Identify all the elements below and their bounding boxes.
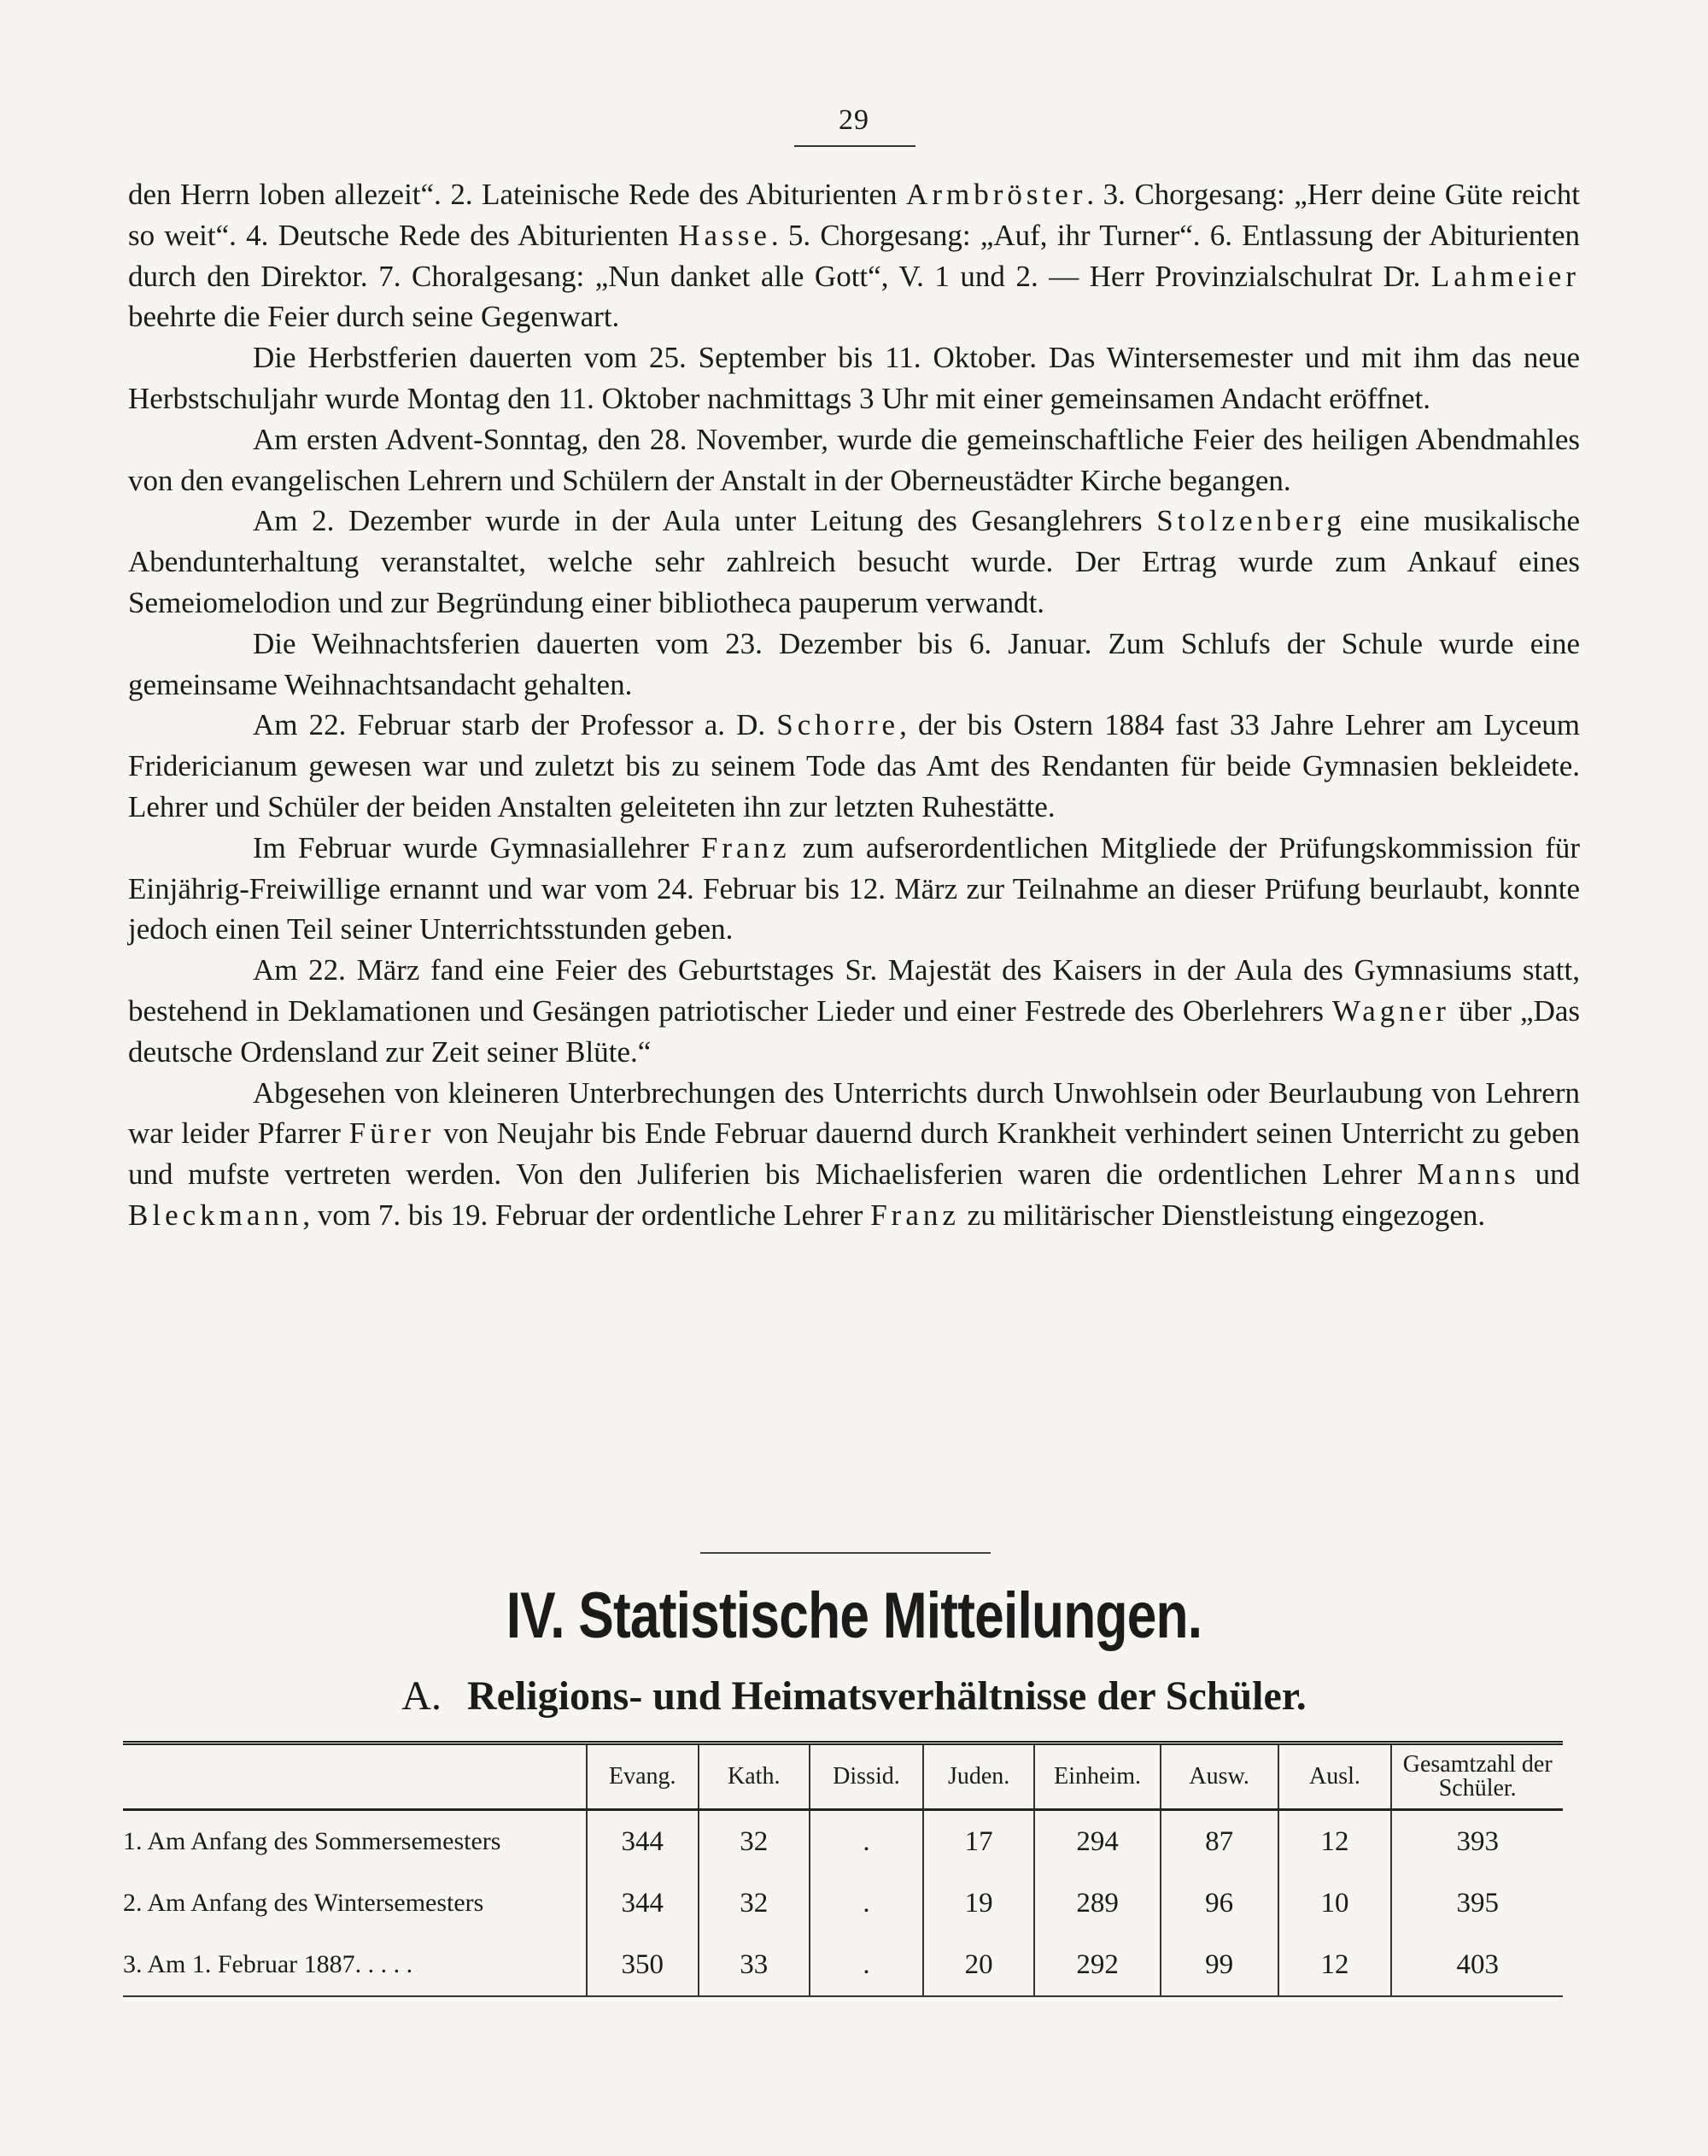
paragraph <box>128 624 1580 706</box>
spaced-name: Franz <box>870 1198 960 1232</box>
table-header-cell <box>123 1743 587 1810</box>
paragraph <box>128 828 1580 950</box>
text-run: den Herrn loben allezeit“. 2. Lateinische Rede des Abiturienten <box>128 178 907 211</box>
spaced-name: Stolzenberg <box>1156 504 1346 538</box>
table-cell: 289 <box>1034 1872 1160 1934</box>
paragraph <box>128 501 1580 623</box>
text-run: und <box>1519 1157 1580 1192</box>
table-cell: 344 <box>587 1810 698 1873</box>
text-run: Abgesehen von kleineren Unterbrechungen des Unterrichts durch Unwohlsein oder Beurlaubung von Lehrern war leider Pfarrer <box>128 1075 1580 1151</box>
text-run: , vom 7. bis 19. Februar der ordentliche Lehrer <box>302 1198 871 1232</box>
table-cell: 32 <box>699 1872 810 1934</box>
text-run: Die Weihnachtsferien dauerten vom 23. Dezember bis 6. Januar. Zum Schlufs der Schule wurde eine gemeinsame Weihnachtsandacht gehalten. <box>128 626 1580 701</box>
table-cell: 294 <box>1034 1810 1160 1873</box>
statistics-table <box>123 1741 1563 1997</box>
text-run: , der bis Ostern 1884 fast 33 Jahre Lehrer am Lyceum Fridericianum gewesen war und zuletzt bis zu seinem Tode das Amt des Rendanten für beide Gymnasien bekleidete. Lehrer und Schüler der beiden Anstalten geleiteten ihn zur letzten Ruhestätte. <box>128 708 1580 823</box>
spaced-name: Fürer <box>348 1116 436 1151</box>
page-number-rule <box>794 145 915 147</box>
paragraph <box>128 419 1580 501</box>
paragraph <box>128 1073 1580 1236</box>
table-row <box>123 1810 1563 1873</box>
table-header-cell: Gesamtzahl der Schüler. <box>1391 1743 1563 1810</box>
text-run: zum aufserordentlichen Mitgliede der Prüfungskommission für Einjährig-Freiwillige ernannt und war vom 24. Februar bis 12. März zur Teilnahme an dieser Prüfung beurlaubt, konnte jedoch einen Teil seiner Unterrichtsstunden geben. <box>128 830 1581 946</box>
text-run: beehrte die Feier durch seine Gegenwart. <box>128 300 620 334</box>
section-number: IV. <box>506 1579 564 1652</box>
table-row <box>123 1872 1563 1934</box>
spaced-name: Schorre <box>776 708 900 742</box>
table-row <box>123 1934 1563 1996</box>
text-run: . 5. Chorgesang: „Auf, ihr Turner“. 6. Entlassung der Abiturienten durch den Direktor. 7. Choralgesang: „Nun danket alle Gott“, V. 1 und 2. — Herr Provinzialschulrat Dr. <box>128 218 1580 293</box>
text-run: Am 22. März fand eine Feier des Geburtstages Sr. Majestät des Kaisers in der Aula des Gymnasiums statt, bestehend in Deklamationen und Gesängen patriotischer Lieder und einer Festrede des Oberlehrers <box>128 953 1580 1028</box>
paragraph <box>128 950 1580 1072</box>
text-run: Am 22. Februar starb der Professor a. D. <box>253 708 777 742</box>
text-run: von Neujahr bis Ende Februar dauernd durch Krankheit verhindert seinen Unterricht zu geben und mufste vertreten werden. Von den Juliferien bis Michaelisferien waren die ordentlichen Lehrer <box>128 1116 1581 1192</box>
table-header-cell: Ausw. <box>1161 1743 1278 1810</box>
subsection-heading <box>0 1673 1708 1720</box>
table-cell: 33 <box>699 1934 810 1996</box>
text-run: zu militärischer Dienstleistung eingezogen. <box>959 1198 1486 1232</box>
spaced-name: Hasse <box>678 218 771 252</box>
table-cell: 403 <box>1391 1934 1563 1996</box>
table-cell: . <box>810 1872 923 1934</box>
table-row-label: 3. Am 1. Februar 1887. . . . . <box>123 1934 587 1996</box>
table-cell: . <box>810 1810 923 1873</box>
page-number: 29 <box>839 104 869 136</box>
table-row-label: 1. Am Anfang des Sommersemesters <box>123 1827 501 1855</box>
paragraph <box>128 174 1580 337</box>
table-cell: 87 <box>1161 1810 1278 1873</box>
table-cell: 344 <box>587 1872 698 1934</box>
text-run: Die Herbstferien dauerten vom 25. September bis 11. Oktober. Das Wintersemester und mit ihm das neue Herbstschuljahr wurde Montag den 11. Oktober nachmittags 3 Uhr mit einer gemeinsamen Andacht eröffnet. <box>128 341 1580 415</box>
table-header-row <box>123 1743 1563 1810</box>
subsection-title: Religions- und Heimatsverhältnisse der Schüler. <box>466 1673 1307 1719</box>
table-cell: 17 <box>923 1810 1034 1873</box>
spaced-name: Armbröster <box>906 178 1087 211</box>
text-run: über „Das deutsche Ordensland zur Zeit seiner Blüte.“ <box>128 993 1581 1069</box>
table-header-cell: Ausl. <box>1278 1743 1392 1810</box>
section-title: Statistische Mitteilungen. <box>578 1579 1202 1652</box>
text-run: Im Februar wurde Gymnasiallehrer <box>253 830 701 864</box>
spaced-name: Wagner <box>1331 993 1450 1028</box>
body-text <box>128 174 1580 1236</box>
table-row-label: 2. Am Anfang des Wintersemesters <box>123 1889 484 1917</box>
section-divider <box>700 1552 991 1554</box>
spaced-name: Manns <box>1417 1157 1520 1192</box>
text-run: . 3. Chorgesang: „Herr deine Güte reicht so weit“. 4. Deutsche Rede des Abiturienten <box>128 178 1580 252</box>
table-header-cell: Kath. <box>699 1743 810 1810</box>
table-cell: 395 <box>1391 1872 1563 1934</box>
table-cell: 12 <box>1278 1934 1392 1996</box>
paragraph <box>128 337 1580 419</box>
spaced-name: Bleckmann <box>128 1198 303 1232</box>
table-cell: 12 <box>1278 1810 1392 1873</box>
subsection-label: A. <box>401 1673 442 1719</box>
table-cell: 20 <box>923 1934 1034 1996</box>
spaced-name: Franz <box>700 830 791 864</box>
table-cell: . <box>810 1934 923 1996</box>
table-cell: 10 <box>1278 1872 1392 1934</box>
table-cell: 350 <box>587 1934 698 1996</box>
table-cell: 32 <box>699 1810 810 1873</box>
table-header-cell: Dissid. <box>810 1743 923 1810</box>
text-run: eine musikalische Abendunterhaltung veranstaltet, welche sehr zahlreich besucht wurde. Der Ertrag wurde zum Ankauf eines Semeiomelodion und zur Begründung einer bibliotheca pauperum verwandt. <box>128 504 1580 619</box>
table-cell: 99 <box>1161 1934 1278 1996</box>
table-cell: 292 <box>1034 1934 1160 1996</box>
text-run: Am ersten Advent-Sonntag, den 28. November, wurde die gemeinschaftliche Feier des heiligen Abendmahles von den evangelischen Lehrern und Schülern der Anstalt in der Oberneustädter Kirche begangen. <box>128 422 1580 497</box>
table-header-cell: Juden. <box>923 1743 1034 1810</box>
paragraph <box>128 705 1580 827</box>
table-cell: 393 <box>1391 1810 1563 1873</box>
text-run: Am 2. Dezember wurde in der Aula unter Leitung des Gesanglehrers <box>253 504 1157 538</box>
table-header-cell: Evang. <box>587 1743 698 1810</box>
table-cell: 19 <box>923 1872 1034 1934</box>
spaced-name: Lahmeier <box>1430 259 1580 293</box>
section-heading <box>154 1579 1554 1653</box>
table-cell: 96 <box>1161 1872 1278 1934</box>
table-header-cell: Einheim. <box>1034 1743 1160 1810</box>
